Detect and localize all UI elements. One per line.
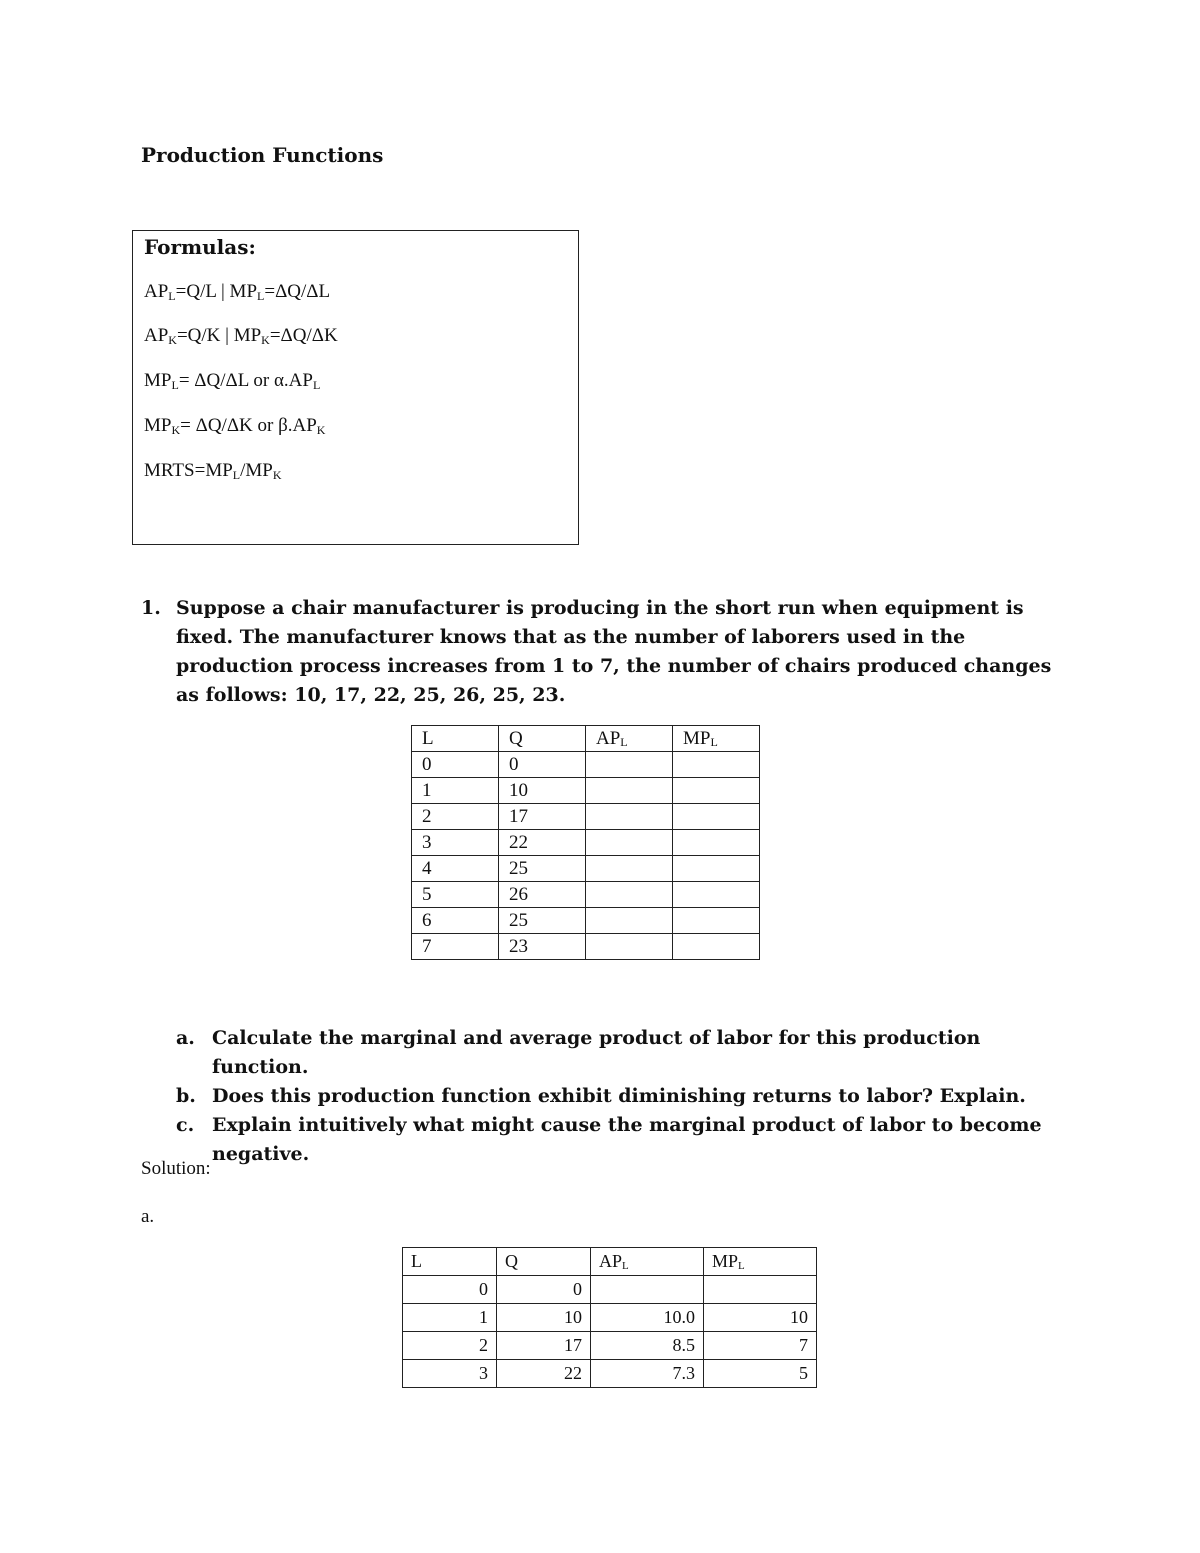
cell (673, 778, 760, 804)
cell (586, 934, 673, 960)
cell: 0 (403, 1276, 497, 1304)
sub-question-text: Does this production function exhibit diminishing returns to labor? Explain. (212, 1085, 1026, 1107)
header-q: Q (497, 1248, 591, 1276)
sub-question-label: c. (176, 1114, 195, 1136)
cell (673, 856, 760, 882)
cell (586, 856, 673, 882)
table-row (403, 1276, 817, 1304)
cell (673, 882, 760, 908)
cell (586, 752, 673, 778)
cell: 10 (499, 778, 586, 804)
header-l: L (403, 1248, 497, 1276)
cell: 7 (704, 1332, 817, 1360)
table-row (412, 882, 760, 908)
formula-line: $AP_K=Q/K$ | $MP_K=\Delta Q/\Delta K$ (144, 325, 338, 347)
table-row (403, 1332, 817, 1360)
cell (591, 1276, 704, 1304)
table-row (412, 752, 760, 778)
question-number: 1. (141, 597, 161, 619)
formula-line: $MP_L= \Delta Q/\Delta L$ or $\alpha.AP_L$ (144, 370, 321, 392)
header-q: Q (499, 726, 586, 752)
cell: 10 (497, 1304, 591, 1332)
sub-question-c (176, 1111, 1056, 1169)
cell: 7.3 (591, 1360, 704, 1388)
cell: 8.5 (591, 1332, 704, 1360)
formula-line: $AP_L=Q/L$ | $MP_L=\Delta Q/\Delta L$ (144, 281, 331, 303)
page-title: Production Functions (141, 143, 384, 167)
cell (586, 882, 673, 908)
cell: 0 (499, 752, 586, 778)
cell: 17 (499, 804, 586, 830)
cell: 10.0 (591, 1304, 704, 1332)
cell: 0 (497, 1276, 591, 1304)
cell: 25 (499, 908, 586, 934)
cell (673, 752, 760, 778)
formula-line: $MP_K= \Delta Q/\Delta K$ or $\beta.AP_K$ (144, 415, 326, 437)
cell (673, 908, 760, 934)
sub-questions (176, 1024, 1056, 1169)
cell (586, 830, 673, 856)
cell (673, 934, 760, 960)
cell: 22 (497, 1360, 591, 1388)
table-row (412, 934, 760, 960)
cell: 5 (412, 882, 499, 908)
cell (586, 908, 673, 934)
cell: 17 (497, 1332, 591, 1360)
table-row (403, 1360, 817, 1388)
cell: 25 (499, 856, 586, 882)
header-apl: $AP_L$ (586, 726, 673, 752)
question-text: Suppose a chair manufacturer is producing in the short run when equipment is fixed. The manufacturer knows that as the number of laborers used in the production process increases from 1 to 7, the number of chairs produced changes as follows: 10, 17, 22, 25, 26, 25, 23. (176, 597, 1052, 706)
sub-question-a (176, 1024, 1056, 1082)
formula-box-label: Formulas: (144, 235, 256, 259)
table-row (412, 830, 760, 856)
cell: 23 (499, 934, 586, 960)
table-row (403, 1304, 817, 1332)
table-row (412, 778, 760, 804)
cell: 7 (412, 934, 499, 960)
table-header-row (403, 1248, 817, 1276)
cell: 2 (403, 1332, 497, 1360)
cell (586, 804, 673, 830)
cell: 10 (704, 1304, 817, 1332)
cell: 2 (412, 804, 499, 830)
solution-part-label: a. (141, 1206, 155, 1227)
cell: 5 (704, 1360, 817, 1388)
sub-question-label: a. (176, 1027, 195, 1049)
header-mpl: $MP_L$ (704, 1248, 817, 1276)
cell: 26 (499, 882, 586, 908)
table-row (412, 908, 760, 934)
formula-box (132, 230, 579, 545)
sub-question-label: b. (176, 1085, 196, 1107)
cell: 3 (403, 1360, 497, 1388)
question-1 (141, 594, 1061, 710)
cell: 1 (403, 1304, 497, 1332)
cell (673, 804, 760, 830)
cell: 0 (412, 752, 499, 778)
header-apl: $AP_L$ (591, 1248, 704, 1276)
table-row (412, 804, 760, 830)
table-row (412, 856, 760, 882)
cell: 4 (412, 856, 499, 882)
header-l: L (412, 726, 499, 752)
solution-label: Solution: (141, 1158, 211, 1179)
cell (586, 778, 673, 804)
solution-table (402, 1247, 817, 1388)
cell: 1 (412, 778, 499, 804)
header-mpl: $MP_L$ (673, 726, 760, 752)
cell: 6 (412, 908, 499, 934)
cell (704, 1276, 817, 1304)
cell: 3 (412, 830, 499, 856)
table-header-row (412, 726, 760, 752)
cell: 22 (499, 830, 586, 856)
cell (673, 830, 760, 856)
question-table (411, 725, 760, 960)
sub-question-text: Explain intuitively what might cause the marginal product of labor to become negative. (212, 1114, 1042, 1165)
formula-line: $MRTS=MP_L/MP_K$ (144, 460, 282, 482)
sub-question-text: Calculate the marginal and average product of labor for this production function. (212, 1027, 981, 1078)
sub-question-b (176, 1082, 1056, 1111)
